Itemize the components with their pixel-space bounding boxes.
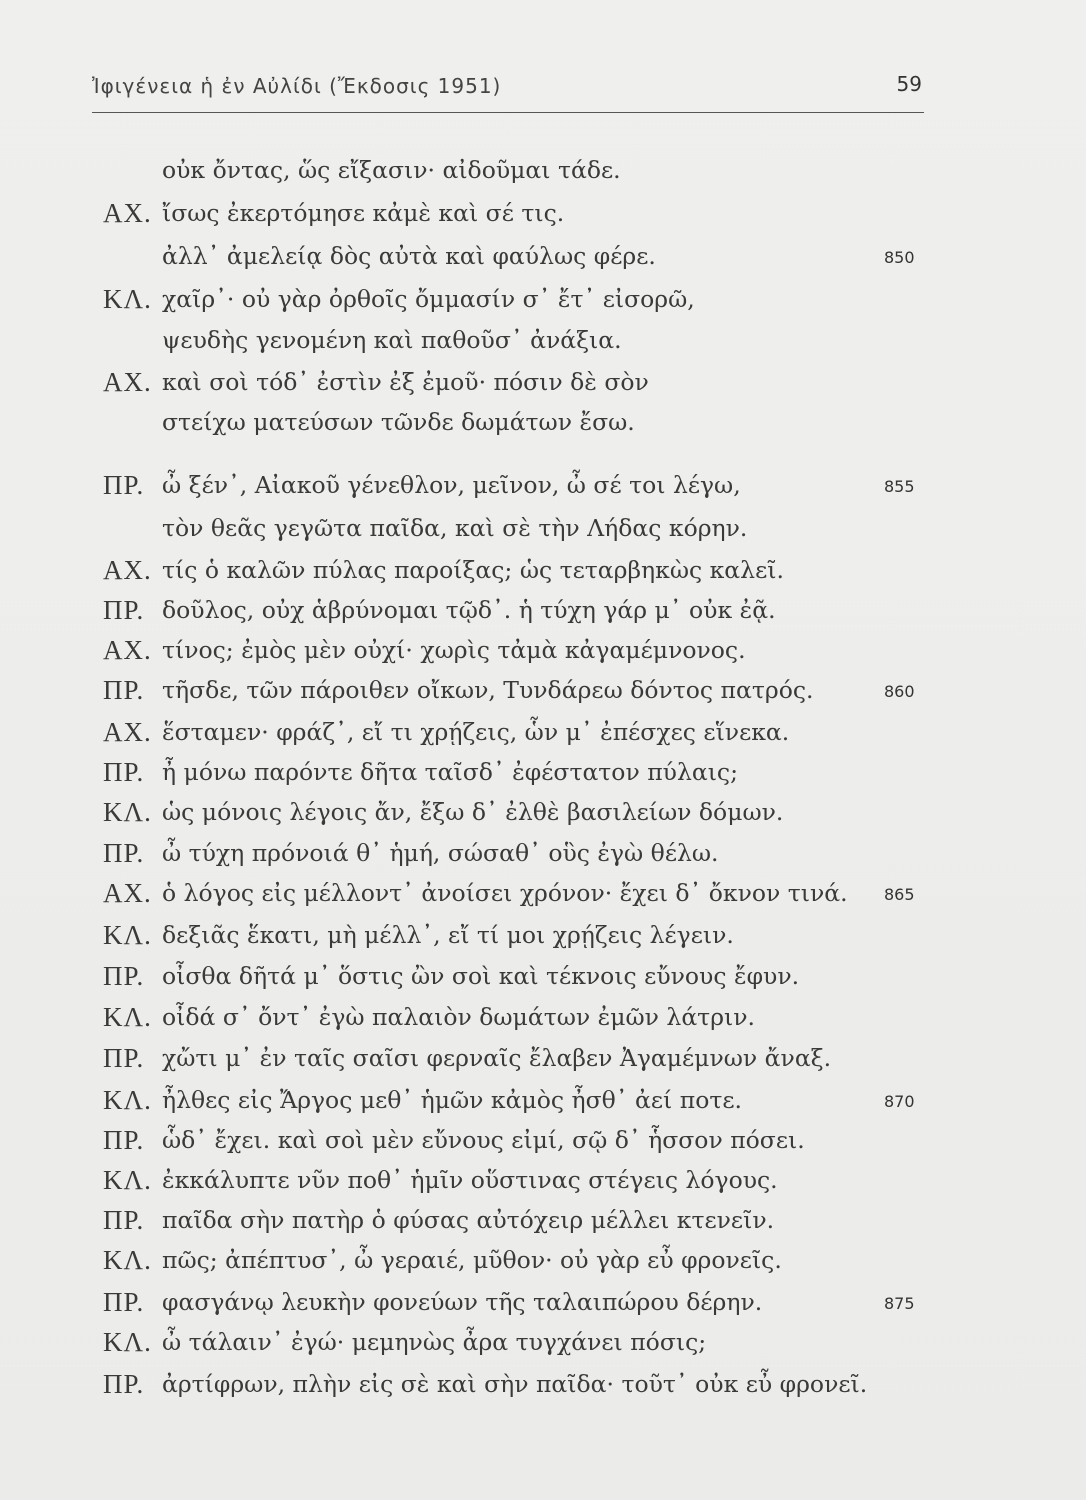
speaker-label: ΠΡ. bbox=[103, 675, 145, 705]
verse-line bbox=[0, 465, 1000, 505]
verse-line bbox=[0, 402, 1000, 442]
verse-text-line: ὡς μόνοις λέγοις ἄν, ἔξω δ᾿ ἐλθὲ βασιλείων δόμων. bbox=[162, 798, 784, 826]
speaker-label: ΑΧ. bbox=[103, 198, 152, 228]
verse-text-line: τίνος; ἐμὸς μὲν οὐχί· χωρὶς τἀμὰ κἀγαμέμνονος. bbox=[162, 636, 746, 664]
verse-text-line: τὸν θεᾶς γεγῶτα παῖδα, καὶ σὲ τὴν Λήδας κόρην. bbox=[162, 514, 748, 542]
line-number: 850 bbox=[884, 248, 915, 267]
verse-text-line: ὧδ᾿ ἔχει. καὶ σοὶ μὲν εὔνους εἰμί, σῷ δ᾿ ἧσσον πόσει. bbox=[162, 1126, 805, 1154]
speaker-label: ΚΛ. bbox=[103, 797, 152, 827]
verse-line bbox=[0, 279, 1000, 319]
speaker-label: ΚΛ. bbox=[103, 1245, 152, 1275]
running-title: Ἰφιγένεια ἡ ἐν Αὐλίδι (Ἔκδοσις 1951) bbox=[92, 74, 502, 98]
verse-text-line: χαῖρ᾿· οὐ γὰρ ὀρθοῖς ὄμμασίν σ᾿ ἔτ᾿ εἰσορῶ, bbox=[162, 285, 695, 313]
speaker-label: ΠΡ. bbox=[103, 838, 145, 868]
speaker-label: ΠΡ. bbox=[103, 757, 145, 787]
verse-text-line: τῆσδε, τῶν πάροιθεν οἴκων, Τυνδάρεω δόντος πατρός. bbox=[162, 676, 814, 704]
verse-text-line: οἶδά σ᾿ ὄντ᾿ ἐγὼ παλαιὸν δωμάτων ἐμῶν λάτριν. bbox=[162, 1003, 755, 1031]
verse-text-line: οἶσθα δῆτά μ᾿ ὅστις ὢν σοὶ καὶ τέκνοις εὔνους ἔφυν. bbox=[162, 962, 800, 990]
verse-line bbox=[0, 873, 1000, 913]
speaker-label: ΚΛ. bbox=[103, 920, 152, 950]
speaker-label: ΠΡ. bbox=[103, 1205, 145, 1235]
verse-line bbox=[0, 362, 1000, 402]
verse-line bbox=[0, 590, 1000, 630]
verse-text-line: ἦ μόνω παρόντε δῆτα ταῖσδ᾿ ἐφέστατον πύλαις; bbox=[162, 758, 739, 786]
line-number: 860 bbox=[884, 682, 915, 701]
verse-line bbox=[0, 150, 1000, 190]
line-number: 875 bbox=[884, 1294, 915, 1313]
verse-text-line: καὶ σοὶ τόδ᾿ ἐστὶν ἐξ ἐμοῦ· πόσιν δὲ σὸν bbox=[162, 368, 649, 396]
speaker-label: ΠΡ. bbox=[103, 1369, 145, 1399]
verse-text-line: δοῦλος, οὐχ ἁβρύνομαι τῷδ᾿. ἡ τύχη γάρ μ᾿ οὐκ ἐᾷ. bbox=[162, 596, 776, 624]
speaker-label: ΚΛ. bbox=[103, 1002, 152, 1032]
verse-line bbox=[0, 550, 1000, 590]
line-number: 865 bbox=[884, 885, 915, 904]
verse-text-line: ἕσταμεν· φράζ᾿, εἴ τι χρῄζεις, ὧν μ᾿ ἐπέσχες εἵνεκα. bbox=[162, 718, 790, 746]
speaker-label: ΚΛ. bbox=[103, 1165, 152, 1195]
verse-line bbox=[0, 1282, 1000, 1322]
line-number: 855 bbox=[884, 477, 915, 496]
verse-line bbox=[0, 712, 1000, 752]
header-rule bbox=[92, 112, 924, 113]
speaker-label: ΚΛ. bbox=[103, 1085, 152, 1115]
verse-line bbox=[0, 320, 1000, 360]
verse-line bbox=[0, 792, 1000, 832]
verse-text-line: οὐκ ὄντας, ὥς εἴξασιν· αἰδοῦμαι τάδε. bbox=[162, 156, 621, 184]
speaker-label: ΚΛ. bbox=[103, 284, 152, 314]
verse-line bbox=[0, 1200, 1000, 1240]
verse-text-line: ὁ λόγος εἰς μέλλοντ᾿ ἀνοίσει χρόνον· ἔχει δ᾿ ὄκνον τινά. bbox=[162, 879, 848, 907]
verse-text-line: ἀλλ᾿ ἀμελείᾳ δὸς αὐτὰ καὶ φαύλως φέρε. bbox=[162, 242, 656, 270]
verse-line bbox=[0, 1160, 1000, 1200]
verse-text-line: ἐκκάλυπτε νῦν ποθ᾿ ἡμῖν οὕστινας στέγεις λόγους. bbox=[162, 1166, 778, 1194]
speaker-label: ΑΧ. bbox=[103, 367, 152, 397]
verse-line bbox=[0, 1240, 1000, 1280]
verse-line bbox=[0, 670, 1000, 710]
verse-line bbox=[0, 1364, 1000, 1404]
verse-line bbox=[0, 997, 1000, 1037]
speaker-label: ΑΧ. bbox=[103, 717, 152, 747]
verse-text-line: ὦ τάλαιν᾿ ἐγώ· μεμηνὼς ἆρα τυγχάνει πόσις; bbox=[162, 1328, 707, 1356]
speaker-label: ΠΡ. bbox=[103, 1287, 145, 1317]
verse-line bbox=[0, 1038, 1000, 1078]
verse-text-line: ὦ ξέν᾿, Αἰακοῦ γένεθλον, μεῖνον, ὦ σέ τοι λέγω, bbox=[162, 471, 741, 499]
verse-line bbox=[0, 956, 1000, 996]
verse-line bbox=[0, 833, 1000, 873]
verse-text-line: χὤτι μ᾿ ἐν ταῖς σαῖσι φερναῖς ἔλαβεν Ἀγαμέμνων ἄναξ. bbox=[162, 1044, 832, 1072]
verse-text-line: παῖδα σὴν πατὴρ ὁ φύσας αὐτόχειρ μέλλει κτενεῖν. bbox=[162, 1206, 775, 1234]
verse-line bbox=[0, 1322, 1000, 1362]
verse-text-line: ὦ τύχη πρόνοιά θ᾿ ἡμή, σώσαθ᾿ οὓς ἐγὼ θέλω. bbox=[162, 839, 719, 867]
page-number: 59 bbox=[896, 72, 922, 96]
speaker-label: ΠΡ. bbox=[103, 1125, 145, 1155]
verse-line bbox=[0, 752, 1000, 792]
verse-line bbox=[0, 236, 1000, 276]
verse-line bbox=[0, 1080, 1000, 1120]
verse-text-line: ψευδὴς γενομένη καὶ παθοῦσ᾿ ἀνάξια. bbox=[162, 326, 622, 354]
verse-text-line: στείχω ματεύσων τῶνδε δωμάτων ἔσω. bbox=[162, 408, 635, 436]
speaker-label: ΠΡ. bbox=[103, 470, 145, 500]
speaker-label: ΠΡ. bbox=[103, 1043, 145, 1073]
verse-line bbox=[0, 915, 1000, 955]
verse-text-line: δεξιᾶς ἕκατι, μὴ μέλλ᾿, εἴ τί μοι χρῄζεις λέγειν. bbox=[162, 921, 734, 949]
speaker-label: ΑΧ. bbox=[103, 878, 152, 908]
verse-text-line: πῶς; ἀπέπτυσ᾿, ὦ γεραιέ, μῦθον· οὐ γὰρ εὖ φρονεῖς. bbox=[162, 1246, 782, 1274]
verse-text-line: τίς ὁ καλῶν πύλας παροίξας; ὡς τεταρβηκὼς καλεῖ. bbox=[162, 556, 784, 584]
speaker-label: ΑΧ. bbox=[103, 635, 152, 665]
speaker-label: ΑΧ. bbox=[103, 555, 152, 585]
line-number: 870 bbox=[884, 1092, 915, 1111]
verse-text-line: ἀρτίφρων, πλὴν εἰς σὲ καὶ σὴν παῖδα· τοῦτ᾿ οὐκ εὖ φρονεῖ. bbox=[162, 1370, 868, 1398]
verse-line bbox=[0, 630, 1000, 670]
verse-text-line: ἦλθες εἰς Ἄργος μεθ᾿ ἡμῶν κἀμὸς ἦσθ᾿ ἀεί ποτε. bbox=[162, 1086, 742, 1114]
verse-line bbox=[0, 1120, 1000, 1160]
verse-line bbox=[0, 508, 1000, 548]
speaker-label: ΠΡ. bbox=[103, 595, 145, 625]
verse-text-line: ἴσως ἐκερτόμησε κἀμὲ καὶ σέ τις. bbox=[162, 199, 565, 227]
speaker-label: ΠΡ. bbox=[103, 961, 145, 991]
running-head bbox=[92, 74, 924, 114]
verse-line bbox=[0, 193, 1000, 233]
speaker-label: ΚΛ. bbox=[103, 1327, 152, 1357]
verse-text-line: φασγάνῳ λευκὴν φονεύων τῆς ταλαιπώρου δέρην. bbox=[162, 1288, 763, 1316]
